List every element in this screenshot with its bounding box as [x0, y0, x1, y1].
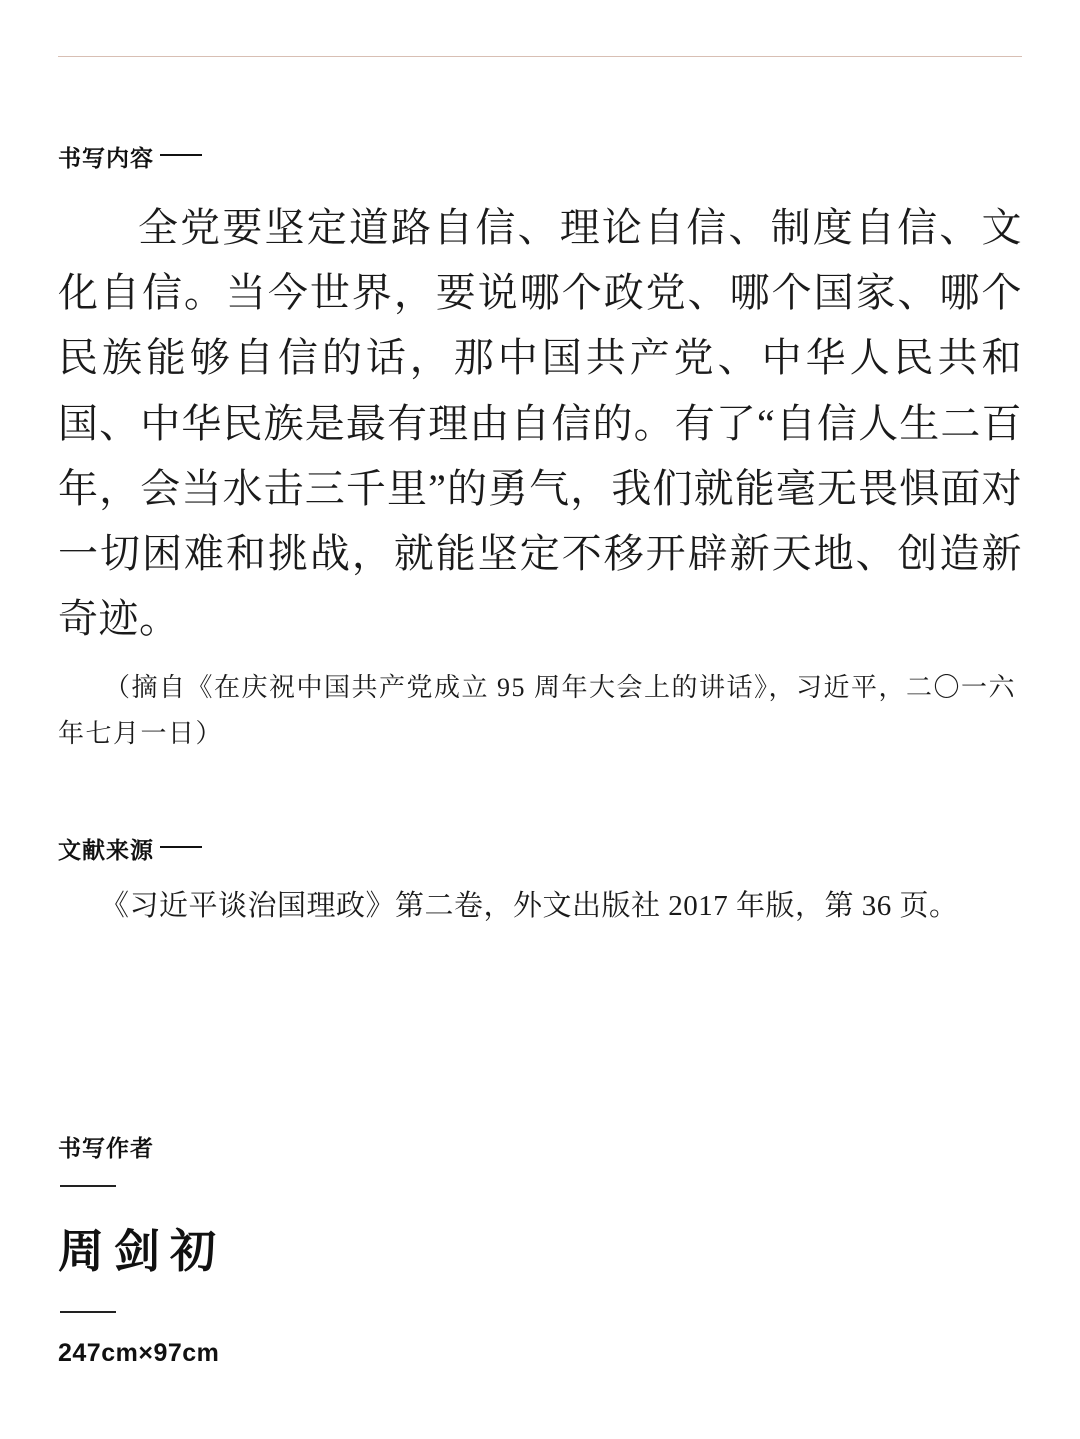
- heading-dash-icon: [160, 154, 202, 156]
- author-divider-top: [60, 1185, 116, 1187]
- heading-dash-icon: [160, 846, 202, 848]
- source-section-heading-label: 文献来源: [58, 837, 154, 864]
- author-label: 书写作者: [58, 1135, 154, 1161]
- author-section: [58, 1130, 558, 1368]
- author-divider-bottom: [60, 1311, 116, 1313]
- reference-text: 《习近平谈治国理政》第二卷，外文出版社 2017 年版，第 36 页。: [100, 890, 959, 923]
- calligraphy-body-text: 全党要坚定道路自信、理论自信、制度自信、文化自信。当今世界，要说哪个政党、哪个国家、哪个民族能够自信的话，那中国共产党、中华人民共和国、中华民族是最有理由自信的。有了“自信人生二百年，会当水击三千里”的勇气，我们就能毫无畏惧面对一切困难和挑战，就能坚定不移开辟新天地、创造新奇迹。: [58, 205, 1022, 642]
- source-section-heading: [58, 832, 1022, 865]
- author-name: 周剑初: [58, 1225, 226, 1277]
- artwork-dimensions: 247cm×97cm: [58, 1339, 220, 1367]
- content-section-heading-label: 书写内容: [58, 145, 154, 171]
- source-attribution: （摘自《在庆祝中国共产党成立 95 周年大会上的讲话》，习近平，二〇一六年七月一日）: [58, 673, 1017, 748]
- top-divider: [58, 56, 1022, 57]
- content-section-heading: [58, 140, 1022, 173]
- content-area: [58, 140, 1022, 930]
- reference-section: [58, 832, 1022, 929]
